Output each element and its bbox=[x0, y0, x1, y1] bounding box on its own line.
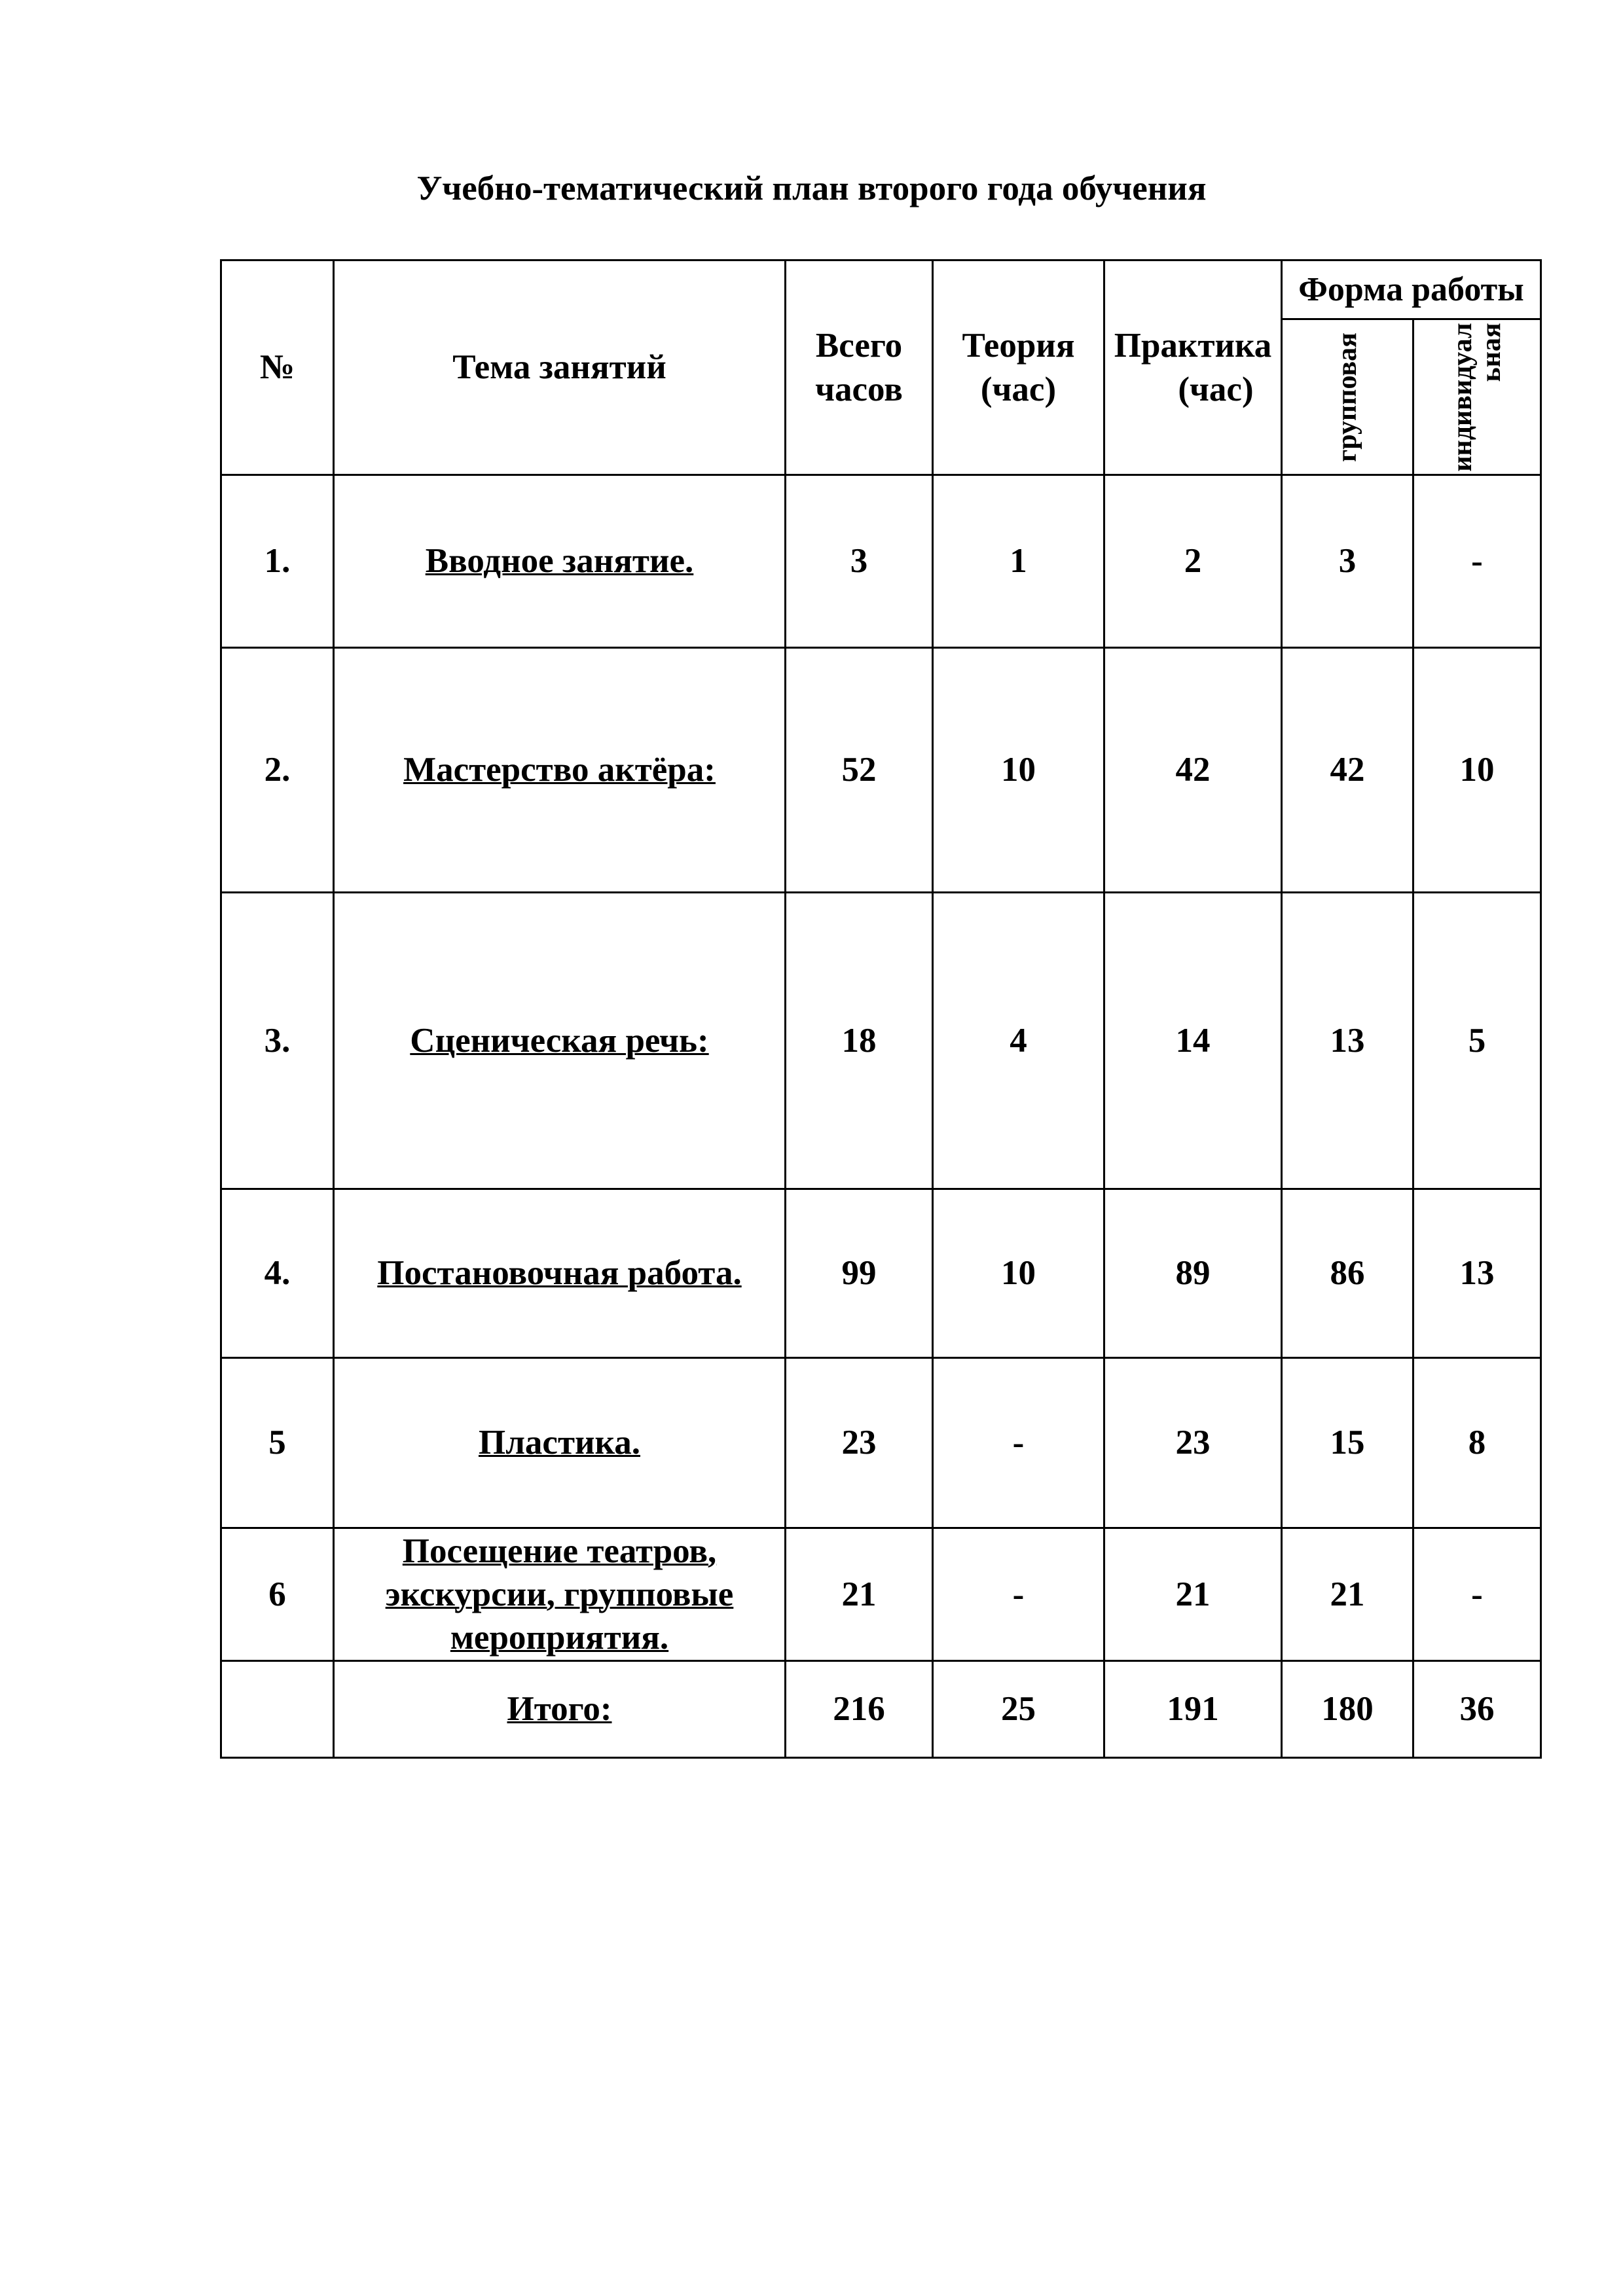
row-group: 3 bbox=[1282, 475, 1413, 648]
row-group: 15 bbox=[1282, 1358, 1413, 1528]
row-topic-text: Постановочная работа. bbox=[377, 1254, 742, 1293]
header-theory-line2: (час) bbox=[980, 370, 1057, 408]
total-practice: 191 bbox=[1104, 1661, 1282, 1758]
row-num: 5 bbox=[221, 1358, 334, 1528]
row-topic bbox=[334, 1528, 786, 1661]
row-topic-text: Пластика. bbox=[478, 1424, 641, 1462]
row-total: 3 bbox=[786, 475, 933, 648]
header-group-label: групповая bbox=[1332, 332, 1362, 462]
header-topic: Тема занятий bbox=[334, 260, 786, 475]
total-row bbox=[221, 1661, 1541, 1758]
row-topic bbox=[334, 893, 786, 1189]
table-row bbox=[221, 475, 1541, 648]
table-row bbox=[221, 893, 1541, 1189]
row-theory: - bbox=[933, 1528, 1104, 1661]
row-total: 18 bbox=[786, 893, 933, 1189]
row-individual: 10 bbox=[1413, 648, 1541, 893]
header-total bbox=[786, 260, 933, 475]
header-practice-line1: Практика bbox=[1114, 327, 1272, 365]
row-practice: 89 bbox=[1104, 1189, 1282, 1358]
table-row bbox=[221, 1528, 1541, 1661]
row-practice: 21 bbox=[1104, 1528, 1282, 1661]
row-num: 4. bbox=[221, 1189, 334, 1358]
row-practice: 42 bbox=[1104, 648, 1282, 893]
header-num: № bbox=[221, 260, 334, 475]
row-total: 23 bbox=[786, 1358, 933, 1528]
total-topic-text: Итого: bbox=[507, 1690, 612, 1729]
row-topic bbox=[334, 1189, 786, 1358]
table-row bbox=[221, 1189, 1541, 1358]
total-theory: 25 bbox=[933, 1661, 1104, 1758]
row-theory: - bbox=[933, 1358, 1104, 1528]
header-theory-line1: Теория bbox=[962, 327, 1075, 365]
row-individual: 13 bbox=[1413, 1189, 1541, 1358]
header-form: Форма работы bbox=[1282, 260, 1541, 319]
row-theory: 10 bbox=[933, 1189, 1104, 1358]
page-title: Учебно-тематический план второго года обучения bbox=[416, 170, 1207, 207]
row-group: 86 bbox=[1282, 1189, 1413, 1358]
row-num: 2. bbox=[221, 648, 334, 893]
header-individual-line2: ьная bbox=[1476, 322, 1506, 382]
total-group: 180 bbox=[1282, 1661, 1413, 1758]
row-num: 3. bbox=[221, 893, 334, 1189]
row-group: 21 bbox=[1282, 1528, 1413, 1661]
row-num: 6 bbox=[221, 1528, 334, 1661]
table-row bbox=[221, 1358, 1541, 1528]
header-practice-line2: (час) bbox=[1178, 370, 1254, 408]
row-topic bbox=[334, 475, 786, 648]
total-topic bbox=[334, 1661, 786, 1758]
row-total: 52 bbox=[786, 648, 933, 893]
row-topic bbox=[334, 648, 786, 893]
row-practice: 2 bbox=[1104, 475, 1282, 648]
row-num: 1. bbox=[221, 475, 334, 648]
row-topic-text: Мастерство актёра: bbox=[403, 751, 716, 789]
row-total: 21 bbox=[786, 1528, 933, 1661]
header-theory bbox=[933, 260, 1104, 475]
row-theory: 10 bbox=[933, 648, 1104, 893]
header-total-line2: часов bbox=[815, 370, 903, 408]
row-topic-text: Вводное занятие. bbox=[425, 542, 694, 581]
row-total: 99 bbox=[786, 1189, 933, 1358]
header-individual-label bbox=[1448, 323, 1506, 471]
header-group bbox=[1282, 319, 1413, 475]
row-individual: 8 bbox=[1413, 1358, 1541, 1528]
row-topic-line3: мероприятия. bbox=[450, 1619, 669, 1657]
row-individual: - bbox=[1413, 475, 1541, 648]
row-individual: - bbox=[1413, 1528, 1541, 1661]
total-individual: 36 bbox=[1413, 1661, 1541, 1758]
header-row bbox=[221, 260, 1541, 319]
total-num bbox=[221, 1661, 334, 1758]
curriculum-table bbox=[220, 259, 1542, 1759]
row-topic-line2: экскурсии, групповые bbox=[385, 1575, 734, 1613]
row-group: 13 bbox=[1282, 893, 1413, 1189]
table-row bbox=[221, 648, 1541, 893]
row-topic-text: Сценическая речь: bbox=[410, 1021, 709, 1060]
total-total: 216 bbox=[786, 1661, 933, 1758]
row-practice: 23 bbox=[1104, 1358, 1282, 1528]
header-practice bbox=[1104, 260, 1282, 475]
row-individual: 5 bbox=[1413, 893, 1541, 1189]
row-theory: 4 bbox=[933, 893, 1104, 1189]
row-group: 42 bbox=[1282, 648, 1413, 893]
row-topic bbox=[334, 1358, 786, 1528]
row-practice: 14 bbox=[1104, 893, 1282, 1189]
row-topic-line1: Посещение театров, bbox=[402, 1532, 717, 1570]
header-total-line1: Всего bbox=[815, 327, 903, 365]
header-individual bbox=[1413, 319, 1541, 475]
row-theory: 1 bbox=[933, 475, 1104, 648]
header-individual-line1: индивидуал bbox=[1447, 322, 1478, 472]
